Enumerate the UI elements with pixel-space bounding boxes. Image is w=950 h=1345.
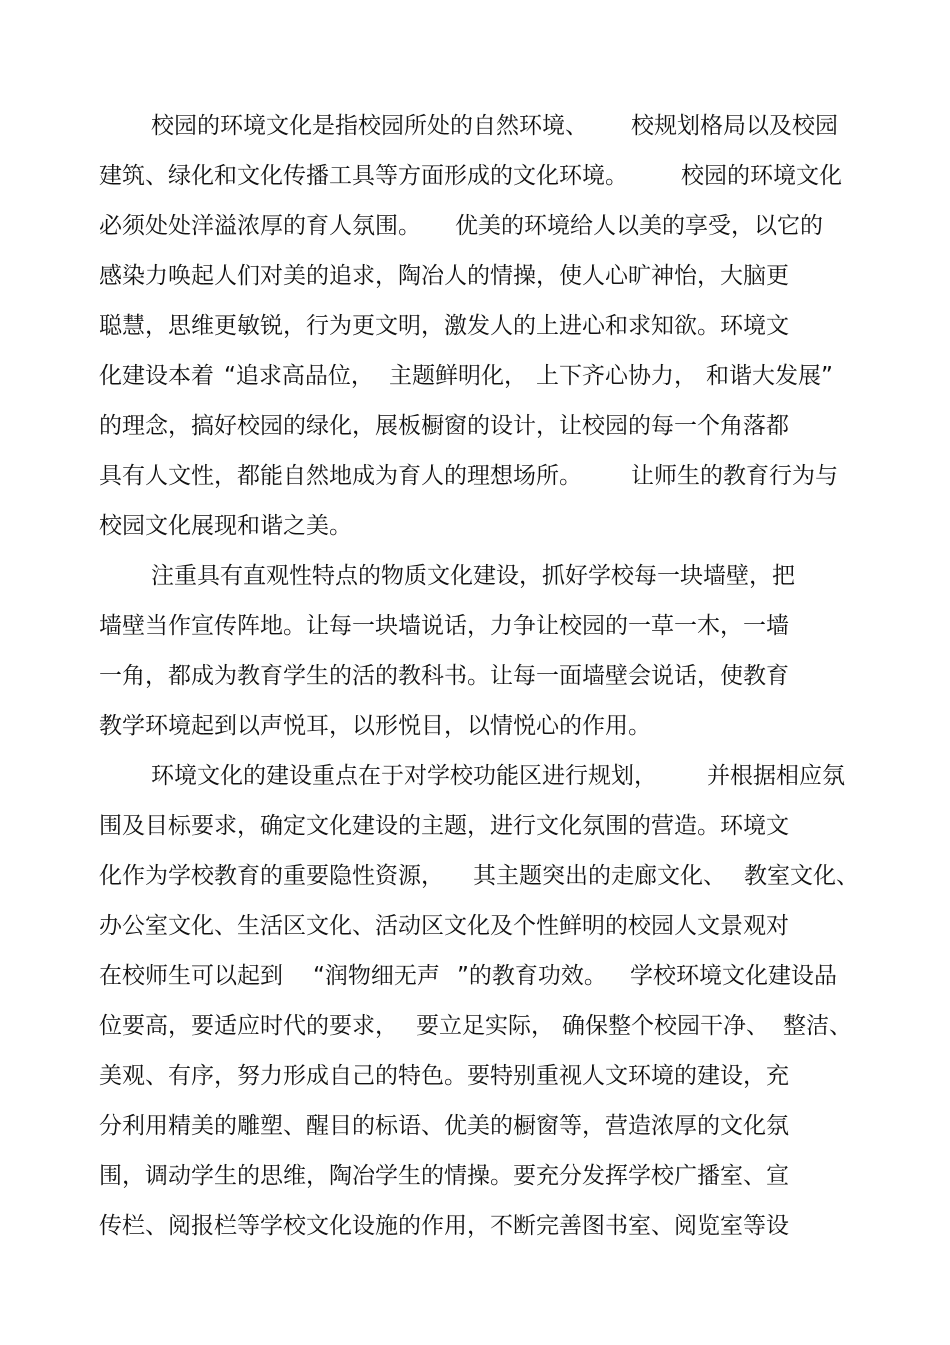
text-line: 在校师生可以起到: [99, 963, 283, 989]
text-line: 确保整个校园干净、: [562, 1013, 769, 1039]
text-line: 校园的环境文化是指校园所处的自然环境、: [151, 113, 588, 139]
text-line: 墙壁当作宣传阵地。让每一块墙说话，力争让校园的一草一木，一墙: [99, 613, 789, 639]
text-line: 优美的环境给人以美的享受，以它的: [455, 213, 823, 239]
text-line: 必须处处洋溢浓厚的育人氛围。: [99, 213, 421, 239]
text-line: “追求高品位，: [224, 363, 374, 389]
text-line: 办公室文化、生活区文化、活动区文化及个性鲜明的校园人文景观对: [99, 913, 789, 939]
text-line: 校园的环境文化: [681, 163, 842, 189]
text-line: 整洁、: [783, 1013, 852, 1039]
text-line: 学校环境文化建设品: [630, 963, 837, 989]
text-line: ”的教育功效。: [457, 963, 607, 989]
text-line: 注重具有直观性特点的物质文化建设，抓好学校每一块墙壁，把: [151, 563, 795, 589]
text-line: 并根据相应氛: [707, 763, 845, 789]
text-line: 要立足实际，: [416, 1013, 554, 1039]
text-line: 环境文化的建设重点在于对学校功能区进行规划，: [151, 763, 657, 789]
text-line: 围，调动学生的思维，陶冶学生的情操。要充分发挥学校广播室、宣: [99, 1163, 789, 1189]
text-line: 具有人文性，都能自然地成为育人的理想场所。: [99, 463, 582, 489]
text-line: 校园文化展现和谐之美。: [99, 513, 352, 539]
text-line: 教学环境起到以声悦耳，以形悦目，以情悦心的作用。: [99, 713, 651, 739]
text-line: 感染力唤起人们对美的追求，陶冶人的情操，使人心旷神怡，大脑更: [99, 263, 789, 289]
text-line: 其主题突出的走廊文化、: [473, 863, 726, 889]
text-line: 分利用精美的雕塑、醒目的标语、优美的橱窗等，营造浓厚的文化氛: [99, 1113, 789, 1139]
text-line: 位要高，要适应时代的要求，: [99, 1013, 398, 1039]
text-line: 围及目标要求，确定文化建设的主题，进行文化氛围的营造。环境文: [99, 813, 789, 839]
text-line: 聪慧，思维更敏锐，行为更文明，激发人的上进心和求知欲。环境文: [99, 313, 789, 339]
text-line: 校规划格局以及校园: [631, 113, 838, 139]
text-line: 传栏、阅报栏等学校文化设施的作用，不断完善图书室、阅览室等设: [99, 1213, 789, 1239]
text-line: 建筑、绿化和文化传播工具等方面形成的文化环境。: [99, 163, 628, 189]
text-line: 和谐大发展”: [706, 363, 833, 389]
text-line: “润物细无声: [313, 963, 440, 989]
text-line: 美观、有序，努力形成自己的特色。要特别重视人文环境的建设，充: [99, 1063, 789, 1089]
text-line: 教室文化、: [744, 863, 859, 889]
text-line: 上下齐心协力，: [536, 363, 697, 389]
text-line: 一角，都成为教育学生的活的教科书。让每一面墙壁会说话，使教育: [99, 663, 789, 689]
text-line: 主题鲜明化，: [389, 363, 527, 389]
text-line: 化作为学校教育的重要隐性资源，: [99, 863, 444, 889]
text-line: 让师生的教育行为与: [631, 463, 838, 489]
text-line: 化建设本着: [99, 363, 214, 389]
text-line: 的理念，搞好校园的绿化，展板橱窗的设计，让校园的每一个角落都: [99, 413, 789, 439]
